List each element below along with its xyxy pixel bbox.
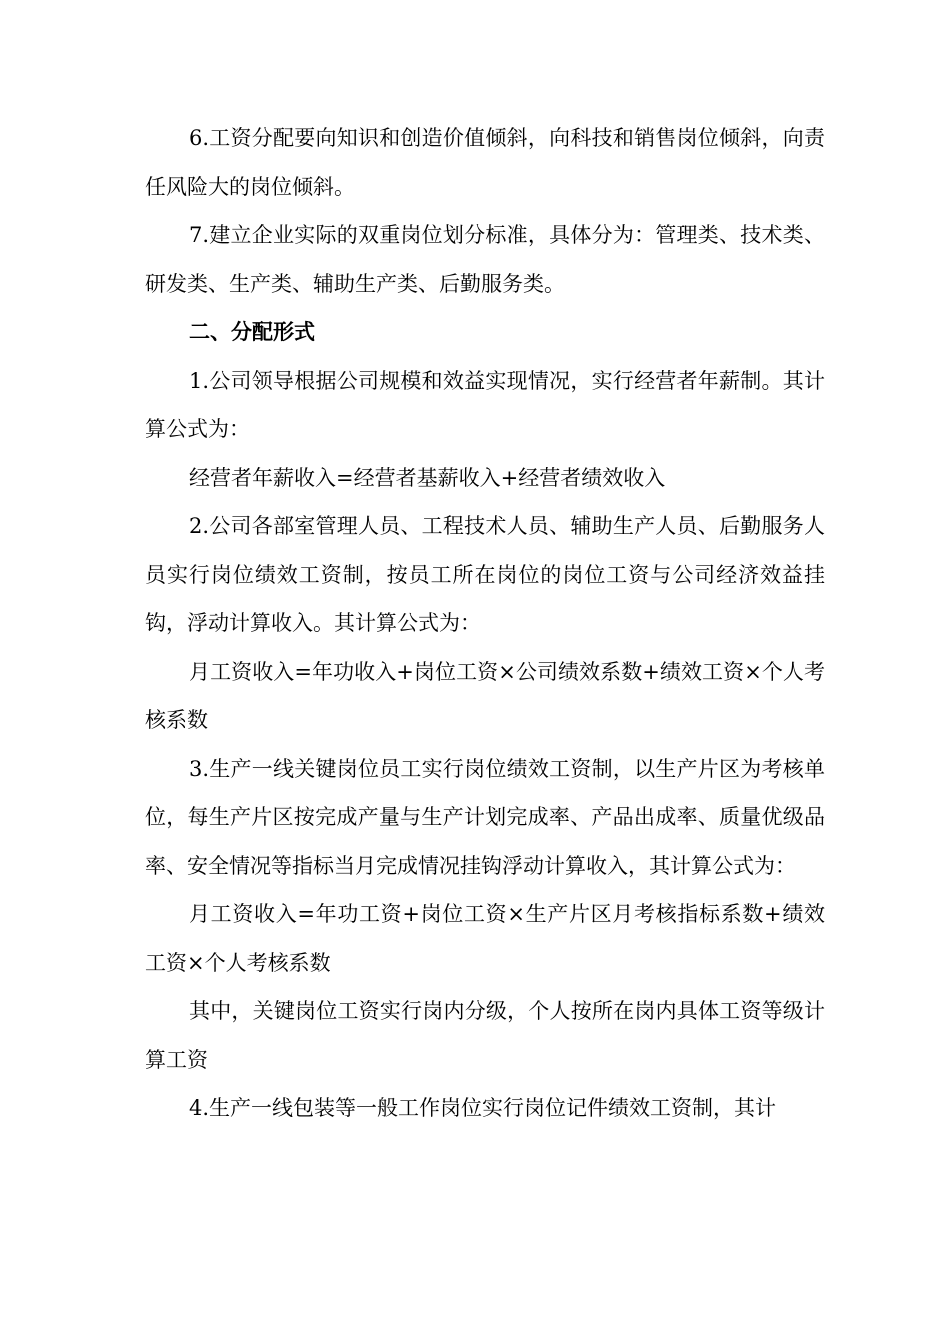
paragraph-note-key-positions: 其中，关键岗位工资实行岗内分级，个人按所在岗内具体工资等级计算工资 [145,999,825,1072]
formula-executive-salary: 经营者年薪收入=经营者基薪收入+经营者绩效收入 [189,465,666,490]
paragraph-item-1: 1.公司领导根据公司规模和效益实现情况，实行经营者年薪制。其计算公式为： [145,368,825,441]
paragraph-item-4: 4.生产一线包装等一般工作岗位实行岗位记件绩效工资制，其计 [189,1096,777,1120]
section-heading-distribution-form: 二、分配形式 [189,320,315,344]
paragraph-item-2: 2.公司各部室管理人员、工程技术人员、辅助生产人员、后勤服务人员实行岗位绩效工资制，按员工所在岗位的岗位工资与公司经济效益挂钩，浮动计算收入。其计算公式为： [145,514,825,635]
paragraph-item-3: 3.生产一线关键岗位员工实行岗位绩效工资制，以生产片区为考核单位，每生产片区按完成产量与生产计划完成率、产品出成率、质量优级品率、安全情况等指标当月完成情况挂钩浮动计算收入，其计算公式为： [145,756,825,878]
formula-monthly-salary-staff: 月工资收入=年功收入+岗位工资×公司绩效系数+绩效工资×个人考核系数 [145,659,825,732]
document-body [145,114,825,1133]
formula-monthly-salary-production: 月工资收入=年功工资+岗位工资×生产片区月考核指标系数+绩效工资×个人考核系数 [145,902,825,975]
paragraph-item-7: 7.建立企业实际的双重岗位划分标准，具体分为：管理类、技术类、研发类、生产类、辅助生产类、后勤服务类。 [145,223,825,296]
paragraph-item-6: 6.工资分配要向知识和创造价值倾斜，向科技和销售岗位倾斜，向责任风险大的岗位倾斜。 [145,126,825,199]
